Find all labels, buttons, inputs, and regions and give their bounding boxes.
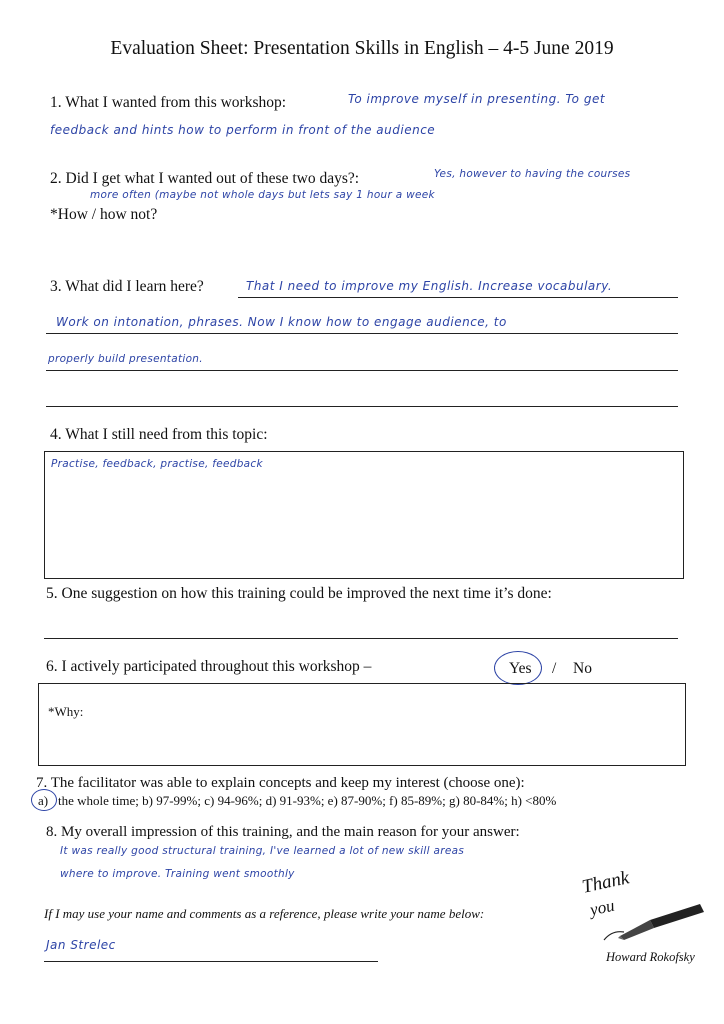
q1-answer-line1[interactable]: To improve myself in presenting. To get: [348, 92, 606, 106]
q2-label: 2. Did I get what I wanted out of these two days?:: [50, 170, 360, 187]
q6-separator: /: [552, 660, 557, 677]
q1-label: 1. What I wanted from this workshop:: [50, 94, 287, 111]
q3-label: 3. What did I learn here?: [50, 278, 204, 295]
q5-label: 5. One suggestion on how this training could be improved the next time it’s done:: [46, 585, 552, 602]
fountain-pen-icon: [600, 900, 710, 950]
q3-line-3: [46, 370, 678, 371]
q2-answer-line2[interactable]: more often (maybe not whole days but lets say 1 hour a week: [90, 189, 435, 201]
q6-why-label: *Why:: [48, 704, 84, 719]
q7-options[interactable]: the whole time; b) 97-99%; c) 94-96%; d) 91-93%; e) 87-90%; f) 85-89%; g) 80-84%; h) <80%: [58, 793, 557, 808]
q6-no-option[interactable]: No: [573, 660, 592, 677]
reference-name-line: [44, 961, 378, 962]
q7-option-a[interactable]: a): [38, 793, 49, 808]
reference-prompt: If I may use your name and comments as a reference, please write your name below:: [44, 906, 485, 921]
q8-answer-line1[interactable]: It was really good structural training, I've learned a lot of new skill areas: [60, 845, 465, 857]
q4-answer-box[interactable]: [44, 451, 684, 579]
page-title: Evaluation Sheet: Presentation Skills in English – 4-5 June 2019: [110, 38, 614, 59]
signature-name: Howard Rokofsky: [606, 950, 695, 964]
q4-label: 4. What I still need from this topic:: [50, 426, 268, 443]
you-text: you: [588, 895, 617, 920]
reference-name[interactable]: Jan Strelec: [46, 938, 116, 952]
q8-label: 8. My overall impression of this training, and the main reason for your answer:: [46, 824, 520, 840]
q6-yes-option[interactable]: Yes: [509, 660, 532, 677]
q8-answer-line2[interactable]: where to improve. Training went smoothly: [60, 868, 295, 880]
q3-answer-line1[interactable]: That I need to improve my English. Increase vocabulary.: [246, 279, 613, 293]
q2-sub-label: *How / how not?: [50, 206, 158, 223]
q6-label: 6. I actively participated throughout this workshop –: [46, 658, 372, 675]
q3-answer-line3[interactable]: properly build presentation.: [48, 353, 203, 365]
q7-label: 7. The facilitator was able to explain concepts and keep my interest (choose one):: [36, 775, 525, 791]
q3-line-2: [46, 333, 678, 334]
q3-line-4: [46, 406, 678, 407]
q2-answer-line1[interactable]: Yes, however to having the courses: [434, 168, 631, 180]
thank-text: Thank: [580, 867, 632, 898]
q3-line-1: [238, 297, 678, 298]
q1-answer-line2[interactable]: feedback and hints how to perform in front of the audience: [50, 123, 436, 137]
q6-why-box[interactable]: [38, 683, 686, 766]
q3-answer-line2[interactable]: Work on intonation, phrases. Now I know how to engage audience, to: [56, 315, 507, 329]
q5-answer-line[interactable]: [44, 638, 678, 639]
q4-answer: Practise, feedback, practise, feedback: [51, 458, 263, 470]
